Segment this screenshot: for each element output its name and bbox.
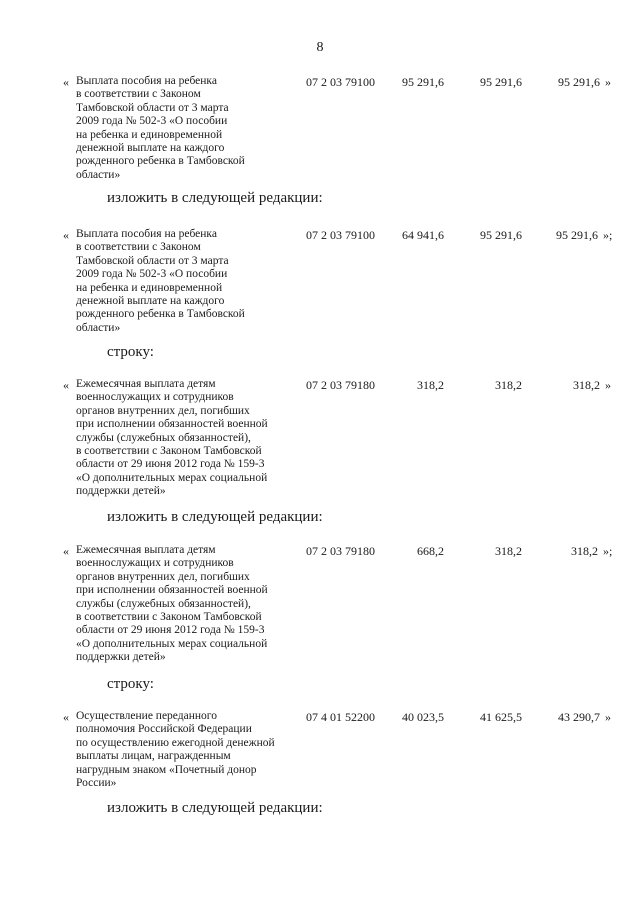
- row-description: Осуществление переданного полномочия Российской Федерации по осуществлению ежегодной денежной выплаты лицам, награжденным нагрудным знаком «Почетный донор России»: [76, 710, 275, 790]
- row-description: Ежемесячная выплата детям военнослужащих и сотрудников органов внутренних дел, погибших при исполнении обязанностей военной службы (служебных обязанностей), в соответствии с Законом Тамбовской области от 29 июня 2012 года № 159-3 «О дополнительных мерах социальной поддержки детей»: [76, 378, 268, 498]
- value-year-1: 64 941,6: [402, 228, 444, 242]
- row-description: Выплата пособия на ребенка в соответствии с Законом Тамбовской области от 3 марта 2009 года № 502-3 «О пособии на ребенка и единовременной денежной выплате на каждого рожденного ребенка в Тамбовской области»: [76, 75, 245, 181]
- value-year-2: 41 625,5: [480, 710, 522, 724]
- budget-code: 07 4 01 52200: [306, 710, 375, 724]
- value-year-3: 43 290,7: [558, 710, 600, 724]
- open-quote: «: [63, 75, 69, 89]
- row-description: Выплата пособия на ребенка в соответствии с Законом Тамбовской области от 3 марта 2009 года № 502-3 «О пособии на ребенка и единовременной денежной выплате на каждого рожденного ребенка в Тамбовской области»: [76, 228, 245, 334]
- value-year-3: 95 291,6: [556, 228, 598, 242]
- value-year-3: 318,2: [571, 544, 598, 558]
- open-quote: «: [63, 378, 69, 392]
- budget-code: 07 2 03 79100: [306, 228, 375, 242]
- value-year-2: 318,2: [495, 544, 522, 558]
- close-quote: »;: [603, 228, 613, 242]
- open-quote: «: [63, 544, 69, 558]
- row-description: Ежемесячная выплата детям военнослужащих и сотрудников органов внутренних дел, погибших при исполнении обязанностей военной службы (служебных обязанностей), в соответствии с Законом Тамбовской области от 29 июня 2012 года № 159-3 «О дополнительных мерах социальной поддержки детей»: [76, 544, 268, 664]
- close-quote: »: [605, 378, 611, 392]
- value-year-3: 318,2: [573, 378, 600, 392]
- edit-instruction: изложить в следующей редакции:: [107, 800, 323, 816]
- edit-instruction: изложить в следующей редакции:: [107, 190, 323, 206]
- open-quote: «: [63, 228, 69, 242]
- edit-instruction: строку:: [107, 676, 154, 692]
- value-year-2: 318,2: [495, 378, 522, 392]
- value-year-1: 40 023,5: [402, 710, 444, 724]
- value-year-1: 318,2: [417, 378, 444, 392]
- value-year-2: 95 291,6: [480, 228, 522, 242]
- budget-code: 07 2 03 79180: [306, 378, 375, 392]
- budget-code: 07 2 03 79180: [306, 544, 375, 558]
- close-quote: »: [605, 75, 611, 89]
- close-quote: »;: [603, 544, 613, 558]
- value-year-3: 95 291,6: [558, 75, 600, 89]
- edit-instruction: изложить в следующей редакции:: [107, 509, 323, 525]
- budget-code: 07 2 03 79100: [306, 75, 375, 89]
- page-number: 8: [316, 40, 324, 55]
- open-quote: «: [63, 710, 69, 724]
- value-year-2: 95 291,6: [480, 75, 522, 89]
- edit-instruction: строку:: [107, 344, 154, 360]
- value-year-1: 668,2: [417, 544, 444, 558]
- value-year-1: 95 291,6: [402, 75, 444, 89]
- close-quote: »: [605, 710, 611, 724]
